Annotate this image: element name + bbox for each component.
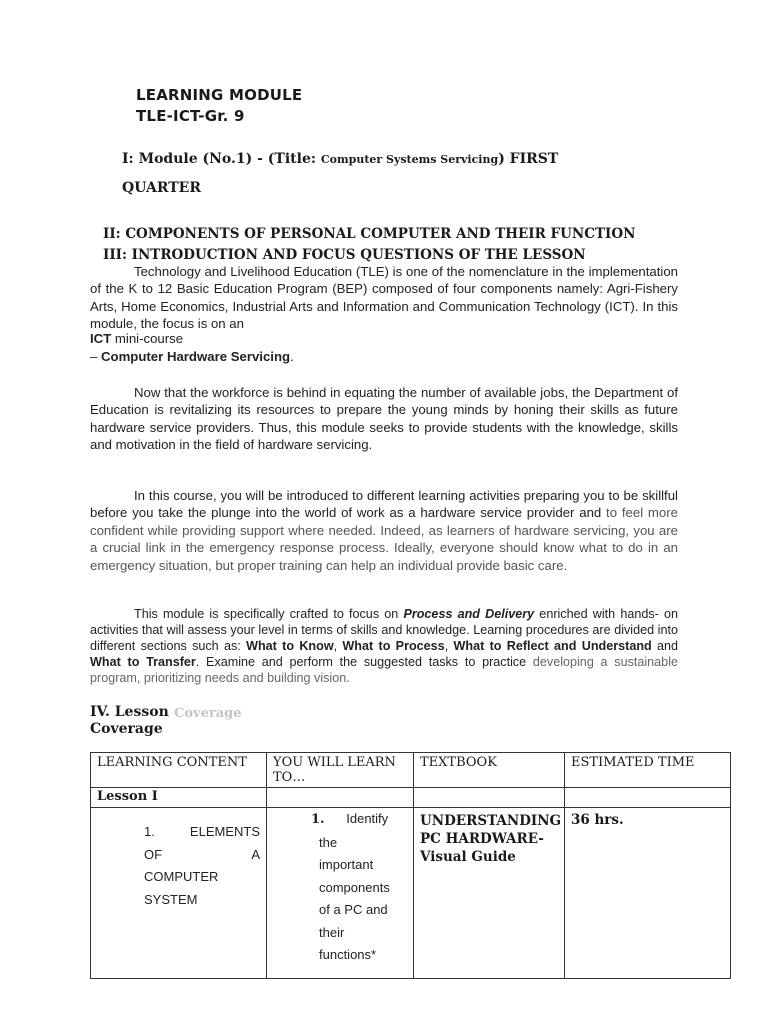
ict-line: ICT mini-course <box>90 331 184 346</box>
estimated-time-cell: 36 hrs. <box>565 808 731 979</box>
intro-paragraph-3: In this course, you will be introduced to different learning activities preparing you to be skillful before you take the plunge into the world of work as a hardware service provider and to feel more confident while providing support where needed. Indeed, as learners of hardware servicing, you are a crucial link in the emergency response process. Ideally, everyone should know what to do in an emergency situation, but proper training can help an individual provide basic care. <box>90 488 678 573</box>
intro-paragraph-4: This module is specifically crafted to focus on Process and Delivery enriched with hands- on activities that will assess your level in terms of skills and knowledge. Learning procedures are divided into different sections such as: What to Know, What to Process, What to Reflect and Understand and What to Transfer. Examine and perform the suggested tasks to practice developing a sustainable program, prioritizing needs and building vision. <box>90 607 679 685</box>
section-3-heading: III: INTRODUCTION AND FOCUS QUESTIONS OF THE LESSON <box>103 247 586 263</box>
learn-to-cell: 1. Identify the important components of a PC and their functions* <box>267 808 414 979</box>
quarter-label: QUARTER <box>122 180 201 196</box>
lesson-heading: IV. Lesson <box>90 704 169 720</box>
module-title-name: Computer Systems Servicing <box>320 153 499 166</box>
header-you-will-learn: YOU WILL LEARN TO… <box>273 755 396 785</box>
section-2-heading: II: COMPONENTS OF PERSONAL COMPUTER AND THEIR FUNCTION <box>103 226 636 242</box>
header-learning-content: LEARNING CONTENT <box>97 755 247 770</box>
intro-paragraph-1: Technology and Livelihood Education (TLE) is one of the nomenclature in the implementation of the K to 12 Basic Education Program (BEP) composed of four components namely: Agri-Fishery Arts, Home Economics, Industrial Arts and Information and Communication Technology (ICT). In this module, the focus is on an <box>90 264 678 332</box>
lesson-coverage-table <box>90 752 731 979</box>
textbook-cell: UNDERSTANDING PC HARDWARE-Visual Guide <box>414 808 565 979</box>
lesson-label: Lesson I <box>97 789 158 804</box>
intro-paragraph-2: Now that the workforce is behind in equating the number of available jobs, the Department of Education is revitalizing its resources to prepare the young minds by honing their skills as future hardware service providers. Thus, this module seeks to provide students with the knowledge, skills and motivation in the field of hardware servicing. <box>90 385 678 453</box>
hardware-servicing-line: – Computer Hardware Servicing. <box>90 349 294 364</box>
header-estimated-time: ESTIMATED TIME <box>571 755 695 770</box>
lesson-heading-coverage: Coverage <box>90 721 163 737</box>
header-textbook: TEXTBOOK <box>420 755 497 770</box>
table-header-row <box>91 753 731 788</box>
module-line: I: Module (No.1) - (Title: Computer Systems Servicing) FIRST <box>122 151 559 167</box>
module-title: LEARNING MODULE <box>136 86 303 104</box>
module-subtitle: TLE-ICT-Gr. 9 <box>136 107 245 125</box>
learning-content-cell: 1. ELEMENTS OF A COMPUTER SYSTEM <box>91 808 267 979</box>
table-row <box>91 788 731 808</box>
lesson-heading-ghost: Coverage <box>174 706 242 721</box>
table-row <box>91 808 731 979</box>
